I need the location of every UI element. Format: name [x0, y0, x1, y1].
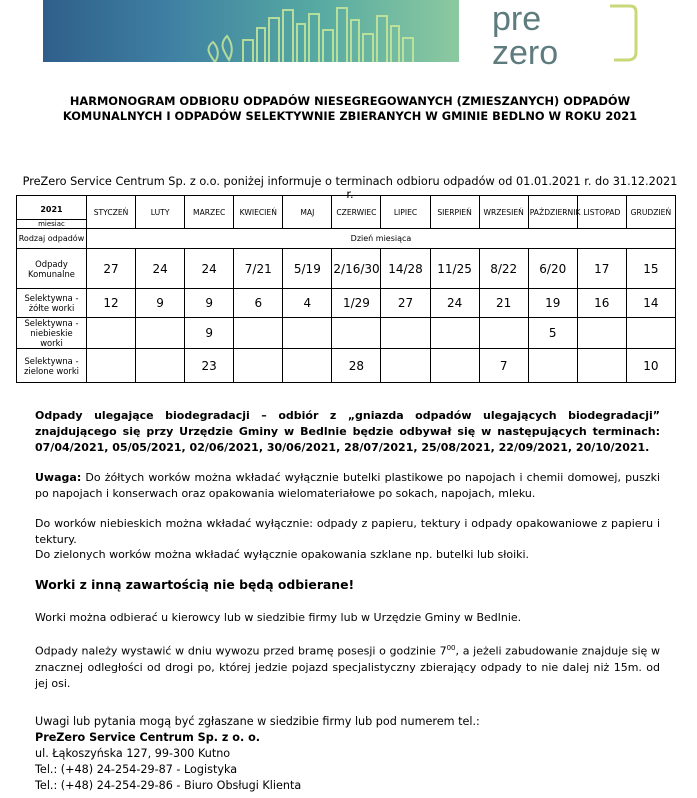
month-header: MAJ [283, 196, 332, 229]
day-cell [136, 349, 185, 383]
table-row [17, 349, 676, 383]
day-cell: 15 [626, 249, 675, 289]
rodzaj-cell: Rodzaj odpadów [17, 229, 87, 249]
day-cell: 14 [626, 289, 675, 318]
row-label: Odpady Komunalne [17, 249, 87, 289]
day-cell: 9 [136, 289, 185, 318]
day-cell: 7/21 [234, 249, 283, 289]
pickup-info: Worki można odbierać u kierowcy lub w siedzibie firmy lub w Urzędzie Gminy w Bedlnie. [35, 611, 522, 624]
contact-tel-logistics: Tel.: (+48) 24-254-29-87 - Logistyka [35, 763, 238, 776]
day-cell: 4 [283, 289, 332, 318]
day-cell: 24 [430, 289, 479, 318]
month-header: KWIECIEŃ [234, 196, 283, 229]
day-cell [626, 318, 675, 349]
month-header: LIPIEC [381, 196, 430, 229]
year-cell [17, 196, 87, 220]
day-cell: 21 [479, 289, 528, 318]
bio-waste-paragraph: Odpady ulegające biodegradacji – odbiór z „gniazda odpadów ulegających biodegradacji” znajdującego się przy Urzędzie Gminy w Bedlnie będzie odbywał się w następujących terminach: 07/04/2021, 05/05/2021, 02/06/2021, 30/06/2021, 28/07/2021, 25/08/2021, 22/09/2021, 20/10/2021. [35, 409, 660, 454]
day-cell [430, 318, 479, 349]
day-cell: 8/22 [479, 249, 528, 289]
day-cell: 28 [332, 349, 381, 383]
day-cell: 5 [528, 318, 577, 349]
day-cell [577, 318, 626, 349]
day-cell: 5/19 [283, 249, 332, 289]
day-cell: 17 [577, 249, 626, 289]
day-cell [577, 349, 626, 383]
contact-company: PreZero Service Centrum Sp. z o. o. [35, 731, 261, 744]
table-row [17, 318, 676, 349]
page-title [30, 94, 670, 124]
day-cell [283, 318, 332, 349]
day-cell: 9 [185, 318, 234, 349]
placement-text-a: Odpady należy wystawić w dniu wywozu przed bramę posesji o godzinie 7 [35, 644, 447, 658]
schedule-table [16, 195, 676, 383]
month-header: WRZESIEŃ [479, 196, 528, 229]
table-row [17, 249, 676, 289]
dzien-row [17, 229, 676, 249]
contact-intro: Uwagi lub pytania mogą być zgłaszane w siedzibie firmy lub pod numerem tel.: [35, 715, 480, 728]
month-header: STYCZEŃ [87, 196, 136, 229]
day-cell: 27 [381, 289, 430, 318]
day-cell: 11/25 [430, 249, 479, 289]
logo-text-zero: zero [492, 34, 559, 68]
day-cell: 9 [185, 289, 234, 318]
row-label: Selektywna - zielone worki [17, 349, 87, 383]
month-header: GRUDZIEŃ [626, 196, 675, 229]
day-cell: 7 [479, 349, 528, 383]
contact-tel-customer-service: Tel.: (+48) 24-254-29-86 - Biuro Obsługi Klienta [35, 779, 302, 792]
placement-info [35, 640, 660, 692]
day-cell: 23 [185, 349, 234, 383]
title-line-1: HARMONOGRAM ODBIORU ODPADÓW NIESEGREGOWANYCH (ZMIESZANYCH) ODPADÓW [69, 94, 631, 108]
placement-text-b: , a jeżeli zabudowanie znajduje się w znacznej odległości od drogi po, której jedzie pojazd specjalistyczny zbierający odpady to nie dalej niż 15m. od jej osi. [35, 644, 660, 690]
day-cell: 27 [87, 249, 136, 289]
month-header: CZERWIEC [332, 196, 381, 229]
day-cell: 12 [87, 289, 136, 318]
month-header: SIERPIEŃ [430, 196, 479, 229]
day-cell: 6/20 [528, 249, 577, 289]
day-cell [234, 318, 283, 349]
day-cell: 14/28 [381, 249, 430, 289]
row-label: Selektywna - żółte worki [17, 289, 87, 318]
warning-text: Worki z inną zawartością nie będą odbierane! [35, 577, 355, 592]
title-line-2: KOMUNALNYCH I ODPADÓW SELEKTYWNIE ZBIERANYCH W GMINIE BEDLNO W ROKU 2021 [62, 109, 638, 123]
intro-text: PreZero Service Centrum Sp. z o.o. poniżej informuje o terminach odbioru odpadów od 01.01.2021 r. do 31.12.2021 r. [22, 175, 678, 201]
note-blue-bags: Do worków niebieskich można wkładać wyłącznie: odpady z papieru, tektury i odpady opakowaniowe z papieru i tektury. [35, 517, 660, 546]
note-label: Uwaga: [35, 471, 82, 484]
day-cell [136, 318, 185, 349]
day-cell: 24 [136, 249, 185, 289]
year-label: 2021 [40, 205, 63, 214]
dzien-cell: Dzień miesiąca [87, 229, 676, 249]
month-header: PAŹDZIERNIK [528, 196, 577, 229]
month-header: MARZEC [185, 196, 234, 229]
day-cell: 16 [577, 289, 626, 318]
day-cell: 10 [626, 349, 675, 383]
note-yellow-bags [35, 470, 660, 502]
logo-text-pre: pre [492, 0, 542, 38]
month-header: LUTY [136, 196, 185, 229]
day-cell [381, 318, 430, 349]
day-cell: 1/29 [332, 289, 381, 318]
contact-block [35, 714, 480, 794]
month-header: LISTOPAD [577, 196, 626, 229]
table-row [17, 289, 676, 318]
contact-address: ul. Łąkoszyńska 127, 99-300 Kutno [35, 747, 231, 760]
note-green-bags: Do zielonych worków można wkładać wyłącznie opakowania szklane np. butelki lub słoiki. [35, 548, 530, 561]
miesiac-cell: miesiac [17, 220, 87, 229]
row-label: Selektywna - niebieskie worki [17, 318, 87, 349]
day-cell: 19 [528, 289, 577, 318]
prezero-logo [488, 0, 643, 68]
day-cell: 2/16/30 [332, 249, 381, 289]
day-cell [283, 349, 332, 383]
placement-sup: 00 [446, 644, 456, 652]
day-cell [234, 349, 283, 383]
day-cell: 6 [234, 289, 283, 318]
city-skyline-banner [43, 0, 459, 62]
day-cell: 24 [185, 249, 234, 289]
day-cell [332, 318, 381, 349]
day-cell [479, 318, 528, 349]
month-header-row [17, 196, 676, 220]
day-cell [528, 349, 577, 383]
city-skyline-icon [43, 0, 459, 62]
day-cell [87, 349, 136, 383]
day-cell [381, 349, 430, 383]
day-cell [87, 318, 136, 349]
day-cell [430, 349, 479, 383]
note-text: Do żółtych worków można wkładać wyłącznie butelki plastikowe po napojach i chemii domowej, puszki po napojach i konserwach oraz opakowania wielomateriałowe po sokach, napojach, mleku. [35, 471, 660, 500]
